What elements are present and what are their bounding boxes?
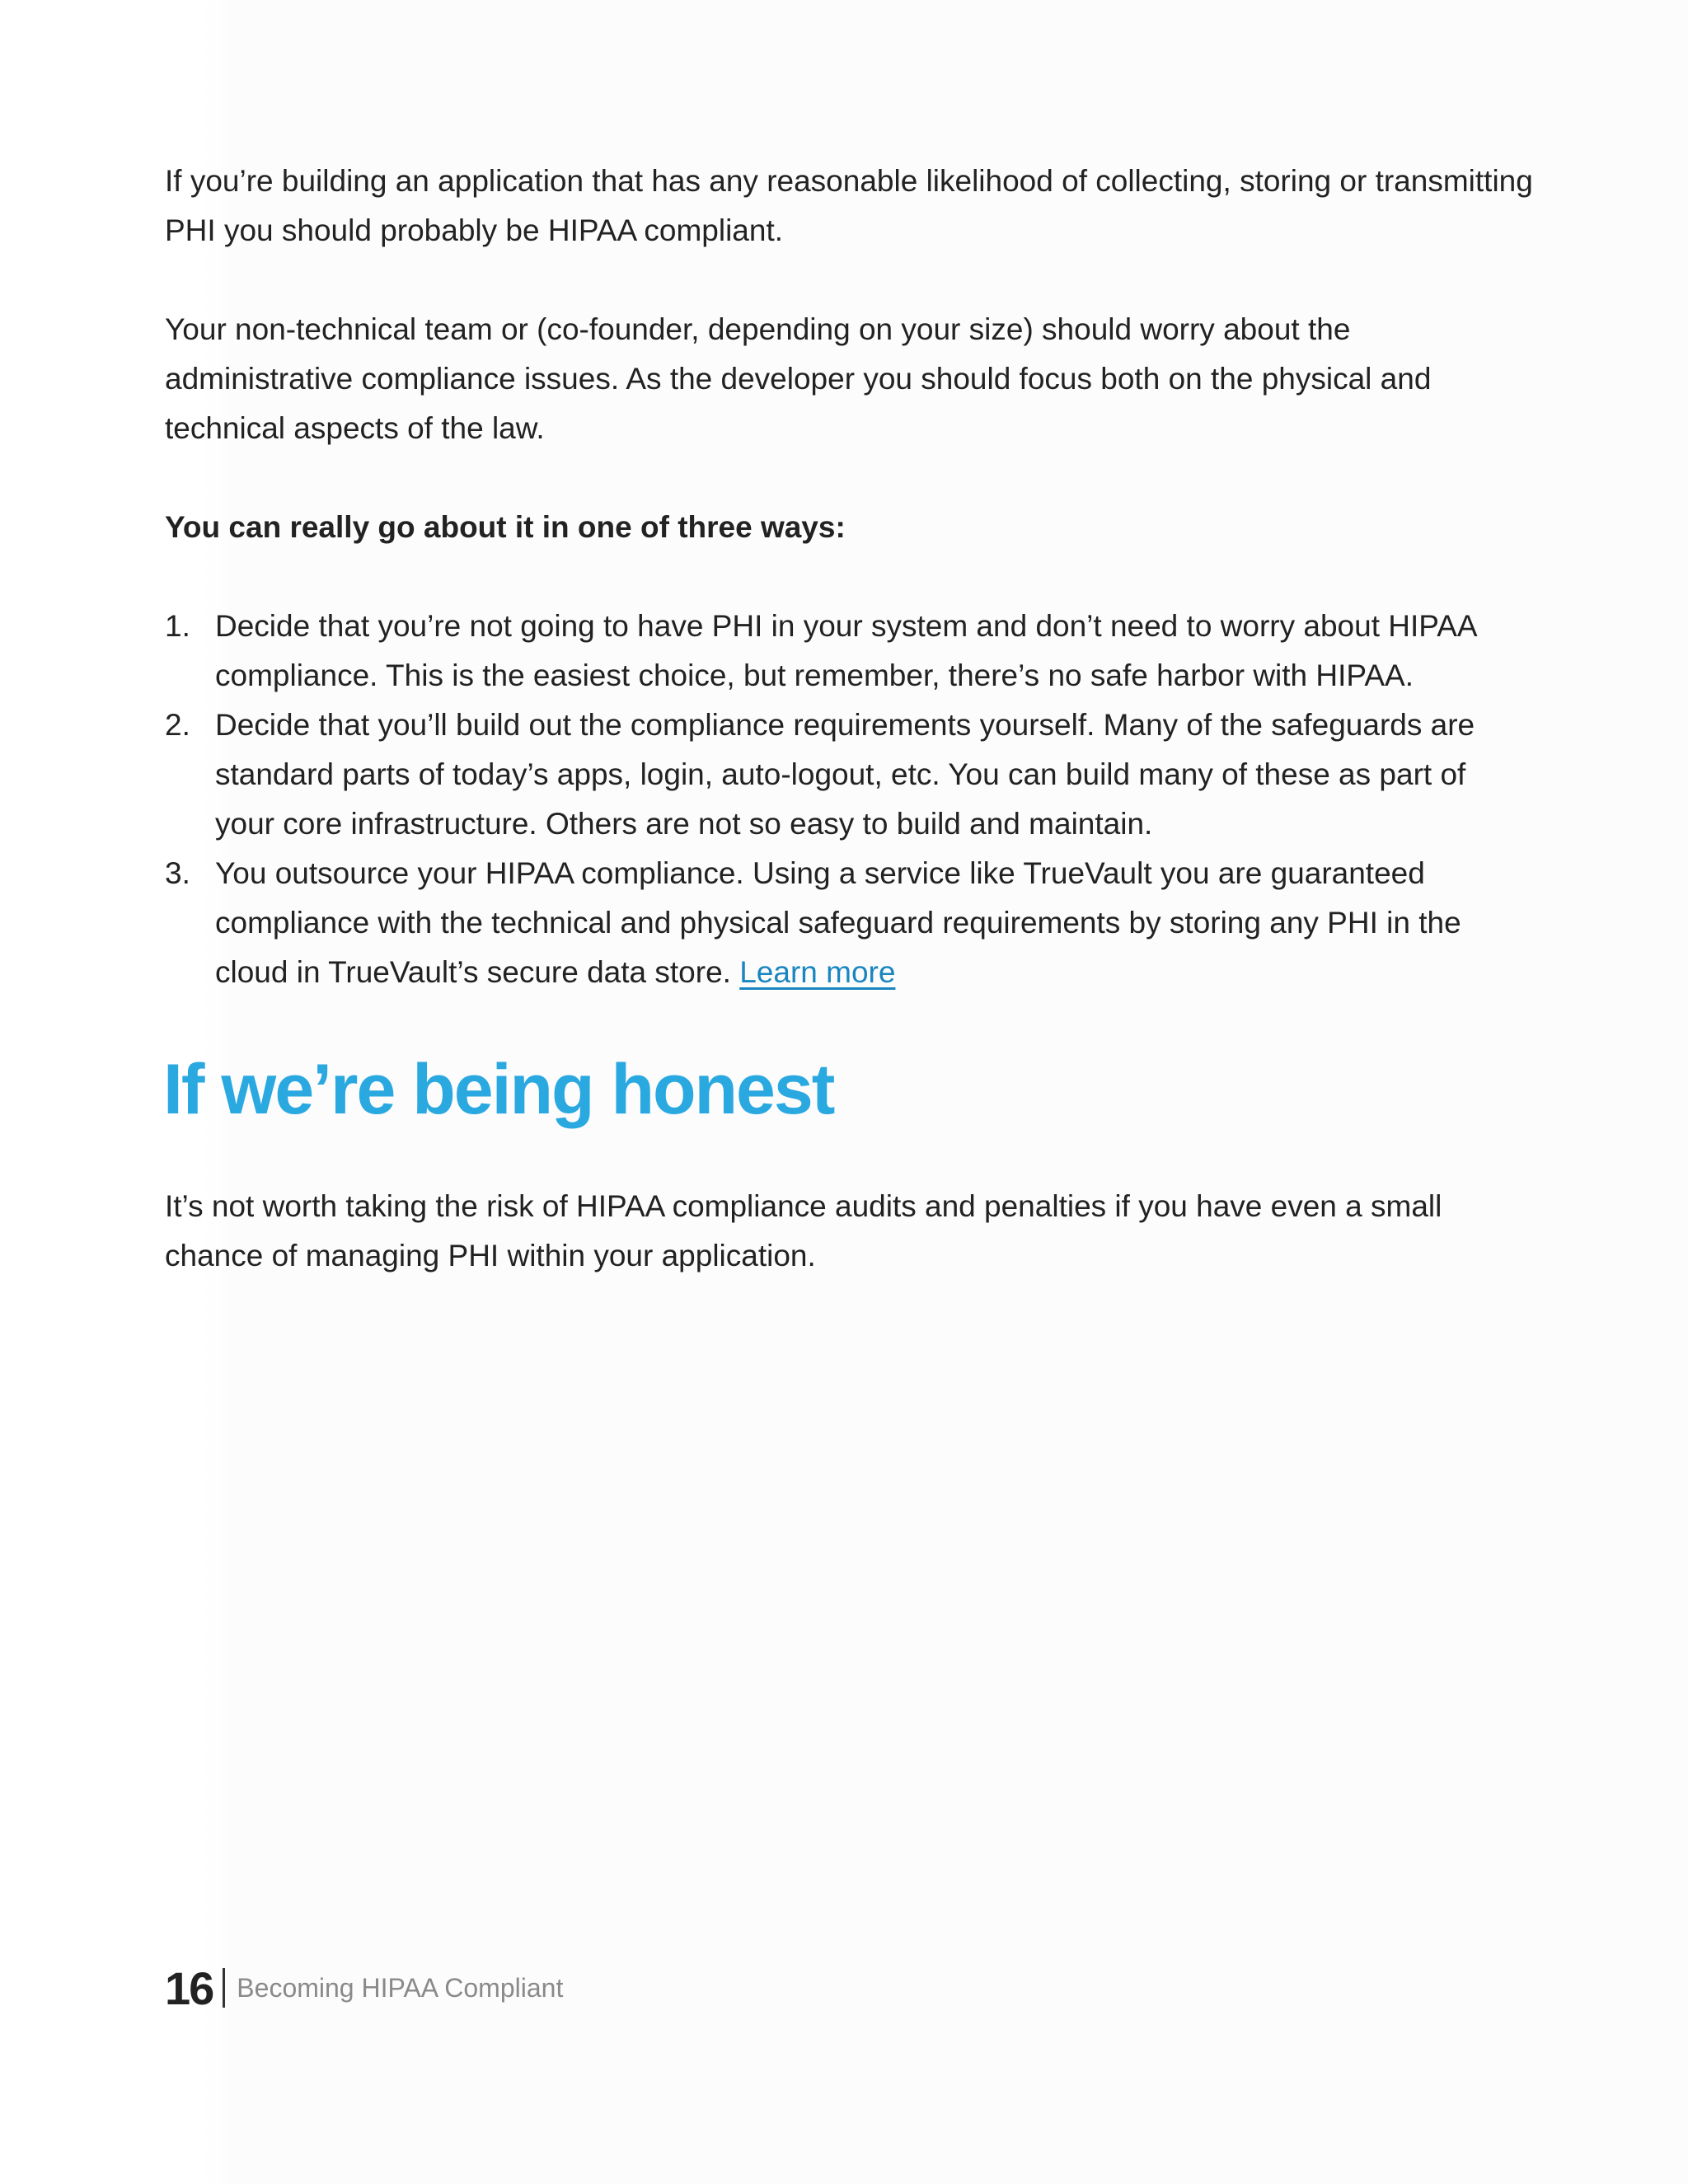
page-number: 16 [165, 1961, 213, 2014]
list-item-number: 3. [165, 856, 190, 890]
list-item-text: Decide that you’ll build out the compliance requirements yourself. Many of the safeguards are standard parts of today’s apps, login, auto-logout, etc. You can build many of these as part of your core infrastructure. Others are not so easy to build and maintain. [215, 708, 1475, 841]
page-content [165, 157, 1533, 1330]
three-ways-lead: You can really go about it in one of three ways: [165, 510, 846, 544]
section-heading: If we’re being honest [163, 1050, 834, 1129]
page-footer [165, 1963, 563, 2013]
intro-paragraph: If you’re building an application that has any reasonable likelihood of collecting, storing or transmitting PHI you should probably be HIPAA compliant. [165, 164, 1533, 247]
learn-more-link[interactable]: Learn more [739, 955, 896, 989]
team-paragraph: Your non-technical team or (co-founder, depending on your size) should worry about the administrative compliance issues. As the developer you should focus both on the physical and technical aspects of the law. [165, 312, 1432, 445]
list-item [165, 849, 1533, 997]
list-item-number: 2. [165, 708, 190, 742]
footer-divider [223, 1968, 225, 2008]
list-item [165, 701, 1533, 849]
document-title: Becoming HIPAA Compliant [237, 1972, 564, 2003]
section-paragraph: It’s not worth taking the risk of HIPAA compliance audits and penalties if you have even a small chance of managing PHI within your application. [165, 1189, 1442, 1272]
list-item-text: You outsource your HIPAA compliance. Using a service like TrueVault you are guaranteed compliance with the technical and physical safeguard requirements by storing any PHI in the cloud in TrueVault’s secure data store. [215, 856, 1461, 989]
list-item [165, 602, 1533, 701]
list-item-text: Decide that you’re not going to have PHI in your system and don’t need to worry about HIPAA compliance. This is the easiest choice, but remember, there’s no safe harbor with HIPAA. [215, 609, 1476, 692]
three-ways-list [165, 602, 1533, 997]
list-item-number: 1. [165, 609, 190, 643]
